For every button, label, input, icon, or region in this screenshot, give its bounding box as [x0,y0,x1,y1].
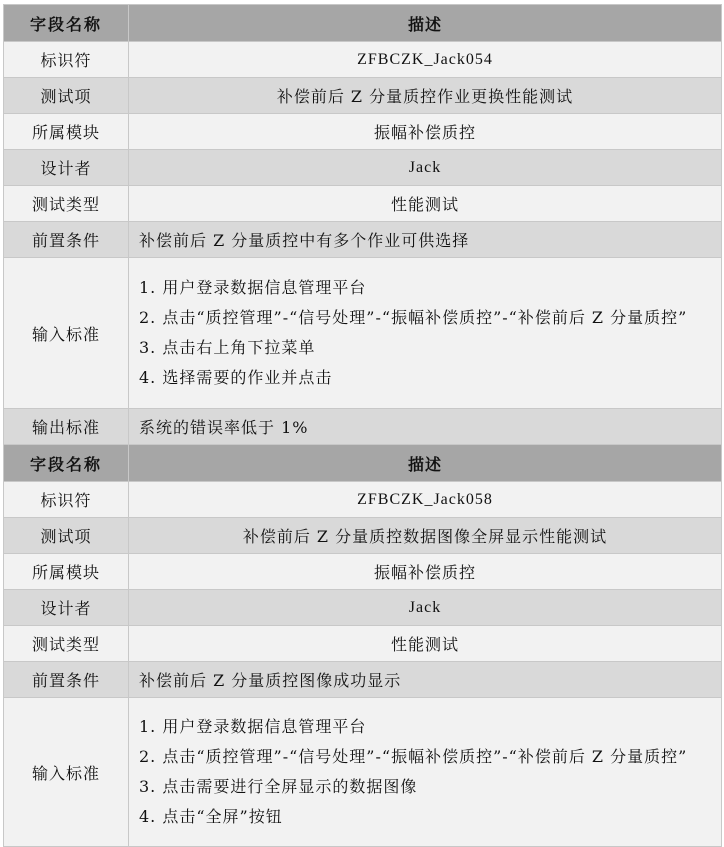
output-criteria-value: 系统的错误率低于 1% [129,409,722,445]
input-criteria-label: 输入标准 [4,258,129,409]
test-type-label: 测试类型 [4,626,129,662]
precondition-value: 补偿前后 Z 分量质控图像成功显示 [129,662,722,698]
test-type-value: 性能测试 [129,186,722,222]
precondition-label: 前置条件 [4,662,129,698]
row-module [4,114,722,150]
test-item-value: 补偿前后 Z 分量质控作业更换性能测试 [129,78,722,114]
row-identifier [4,482,722,518]
table-header-row [4,5,722,42]
designer-value: Jack [129,590,722,626]
output-criteria-label: 输出标准 [4,409,129,445]
row-test-item [4,518,722,554]
header-field-name: 字段名称 [4,445,129,482]
row-test-type [4,626,722,662]
input-criteria-steps [129,698,722,847]
identifier-value: ZFBCZK_Jack054 [129,42,722,78]
row-module [4,554,722,590]
module-value: 振幅补偿质控 [129,114,722,150]
precondition-label: 前置条件 [4,222,129,258]
step-item: 2. 点击“质控管理”-“信号处理”-“振幅补偿质控”-“补偿前后 Z 分量质控” [139,747,688,766]
row-designer [4,150,722,186]
test-item-label: 测试项 [4,78,129,114]
row-test-type [4,186,722,222]
step-item: 1. 用户登录数据信息管理平台 [139,717,367,736]
step-item: 3. 点击右上角下拉菜单 [139,338,316,357]
input-criteria-label: 输入标准 [4,698,129,847]
step-item: 2. 点击“质控管理”-“信号处理”-“振幅补偿质控”-“补偿前后 Z 分量质控” [139,308,688,327]
header-description: 描述 [129,445,722,482]
identifier-label: 标识符 [4,482,129,518]
module-label: 所属模块 [4,554,129,590]
test-item-label: 测试项 [4,518,129,554]
identifier-label: 标识符 [4,42,129,78]
step-item: 4. 选择需要的作业并点击 [139,368,333,387]
designer-label: 设计者 [4,590,129,626]
row-designer [4,590,722,626]
step-item: 3. 点击需要进行全屏显示的数据图像 [139,777,418,796]
input-criteria-steps [129,258,722,409]
row-precondition [4,222,722,258]
step-item: 1. 用户登录数据信息管理平台 [139,278,367,297]
row-precondition [4,662,722,698]
step-item: 4. 点击“全屏”按钮 [139,807,283,826]
header-description: 描述 [129,5,722,42]
header-field-name: 字段名称 [4,5,129,42]
test-case-table [3,4,722,847]
precondition-value: 补偿前后 Z 分量质控中有多个作业可供选择 [129,222,722,258]
designer-label: 设计者 [4,150,129,186]
test-type-value: 性能测试 [129,626,722,662]
row-input-criteria [4,258,722,409]
table-header-row [4,445,722,482]
row-test-item [4,78,722,114]
designer-value: Jack [129,150,722,186]
row-input-criteria [4,698,722,847]
module-value: 振幅补偿质控 [129,554,722,590]
identifier-value: ZFBCZK_Jack058 [129,482,722,518]
test-type-label: 测试类型 [4,186,129,222]
test-item-value: 补偿前后 Z 分量质控数据图像全屏显示性能测试 [129,518,722,554]
row-output-criteria [4,409,722,445]
module-label: 所属模块 [4,114,129,150]
row-identifier [4,42,722,78]
